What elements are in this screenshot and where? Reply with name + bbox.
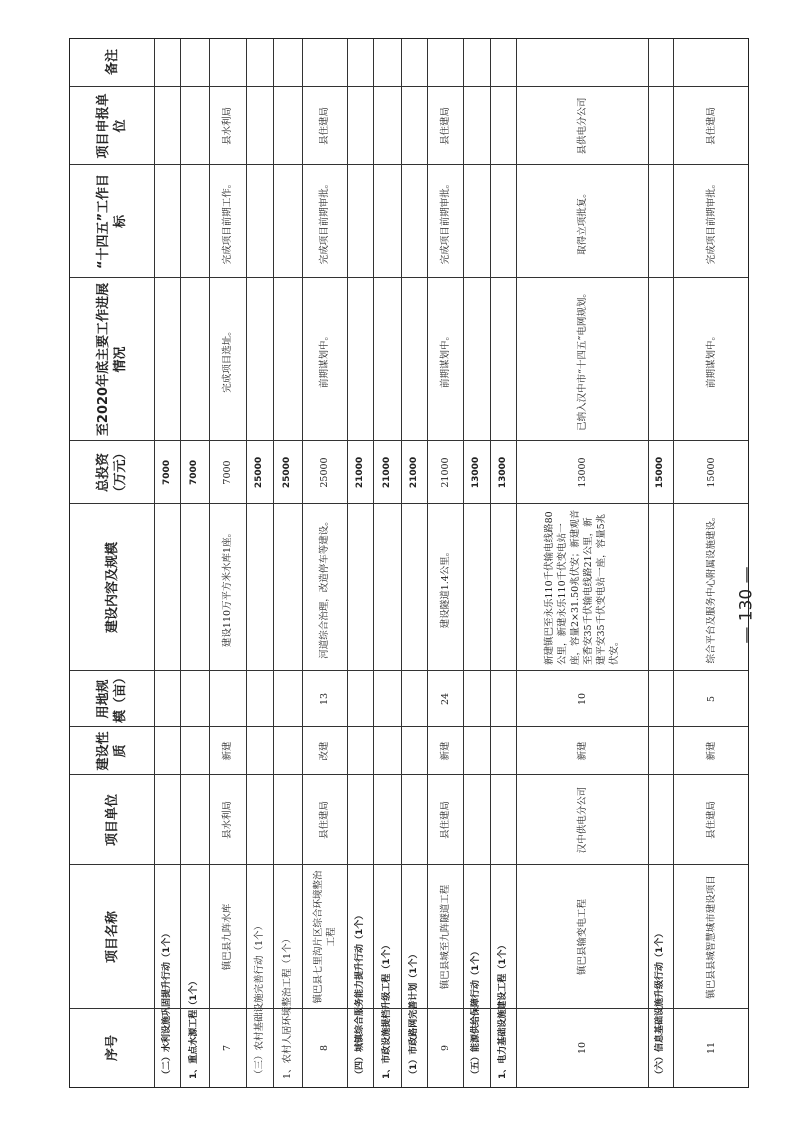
row-target: 完成项目前期审批。 [319, 178, 330, 265]
row-land: 24 [439, 692, 451, 706]
row-target: 完成项目前期审批。 [439, 178, 451, 265]
header-remark: 备注 [104, 49, 120, 76]
row-name: 镇巴县九阵水库 [222, 903, 233, 971]
row-invest: 15000 [706, 457, 717, 488]
header-unit: 项目单位 [104, 794, 120, 847]
row-applicant: 县住建局 [319, 107, 330, 146]
row-invest: 21000 [439, 457, 451, 488]
row-seq: 9 [439, 1044, 451, 1052]
page-number-container [732, 550, 762, 660]
row-nature: 改建 [319, 741, 330, 761]
section-label: （六）信息基础设施升级行动（1个） [655, 928, 665, 1079]
section-label: （五）能源供给保障行动（1个） [471, 946, 481, 1079]
row-progress: 前期谋划中。 [439, 331, 451, 389]
row-name: 镇巴县县城智慧城市建设项目 [706, 875, 717, 999]
row-land: 5 [706, 695, 717, 703]
row-unit: 县住建局 [319, 801, 330, 840]
section-invest: 21000 [354, 456, 365, 489]
header-nature: 建设性质 [96, 731, 128, 771]
row-target: 完成项目前期审批。 [706, 178, 717, 265]
row-nature: 新建 [222, 741, 233, 761]
row-nature: 新建 [706, 741, 717, 761]
row-target: 取得立项批复。 [576, 188, 588, 255]
row-name: 镇巴县输变电工程 [576, 899, 588, 976]
section-invest: 13000 [471, 456, 481, 489]
subsection-invest: 21000 [381, 456, 392, 489]
row-content: 河道综合治理，改造停车等建设。 [319, 516, 330, 659]
header-applicant: 项目申报单位 [96, 93, 128, 159]
row-land [209, 671, 246, 727]
row-applicant: 县水利局 [222, 107, 233, 146]
row-unit: 县水利局 [222, 801, 233, 840]
row-seq: 7 [222, 1044, 233, 1052]
row-applicant: 县住建局 [439, 107, 451, 146]
project-table [69, 38, 749, 1088]
row-progress: 前期谋划中。 [319, 331, 330, 389]
row-land: 10 [576, 692, 588, 706]
row-invest: 7000 [222, 460, 233, 485]
header-target: “十四五”工作目标 [96, 173, 128, 270]
header-progress: 至2020年底主要工作进展情况 [96, 282, 128, 437]
row-applicant: 县供电分公司 [576, 97, 588, 155]
page-number: — 130 — [737, 566, 758, 644]
row-content: 新建镇巴至永乐110千伏输电线路80公里，新建永乐110千伏变电站一座，容量2×31.50兆伏安；新建观音至香安35千伏输电线路21公里，新建平安35千伏变电站一座，容量5兆伏安。 [544, 509, 620, 665]
row-seq: 11 [706, 1041, 717, 1055]
row-target: 完成项目前期工作。 [222, 178, 233, 265]
subsection-label: （1）市政路网完善计划（1个） [408, 949, 419, 1079]
subsection-invest: 25000 [282, 456, 292, 489]
section-label: （二）水利设施巩固提升行动（1个） [161, 928, 172, 1079]
row-nature: 新建 [439, 741, 451, 761]
row-progress: 前期谋划中。 [706, 331, 717, 389]
header-invest: 总投资（万元） [96, 446, 128, 499]
row-unit: 汉中供电分公司 [576, 786, 588, 854]
row-content: 建设隧道1.4公里。 [439, 546, 451, 629]
row-invest: 25000 [319, 457, 330, 488]
rotated-table-wrapper [69, 38, 749, 1088]
subsection-label: 1、农村人居环境整治工程（1个） [282, 933, 293, 1079]
section-label: （四）城镇综合服务能力提升行动（1个） [354, 910, 365, 1079]
subsection-invest: 13000 [497, 456, 508, 489]
subsection-label: 1、市政设施提档升级工程（1个） [381, 940, 392, 1079]
row-applicant: 县住建局 [706, 107, 717, 146]
row-progress: 完成项目选址。 [222, 326, 233, 393]
row-unit: 县住建局 [706, 801, 717, 840]
row-invest: 13000 [576, 457, 588, 488]
section-invest: 7000 [161, 459, 172, 486]
section-label: （三）农村基础设施完善行动（1个） [254, 920, 265, 1079]
row-land: 13 [319, 692, 330, 706]
section-invest: 15000 [655, 456, 665, 489]
subsection-label: 1、重点水源工程（1个） [189, 976, 199, 1079]
header-name: 项目名称 [104, 911, 120, 964]
row-name: 镇巴县七里沟片区综合环境整治工程 [312, 870, 337, 1004]
row-nature: 新建 [576, 741, 588, 761]
header-seq: 序号 [104, 1035, 120, 1062]
row-seq: 10 [576, 1041, 588, 1055]
header-land: 用地规模（亩） [96, 670, 128, 723]
row-content: 综合平台及服务中心附属设施建设。 [706, 511, 717, 664]
subsection-invest: 7000 [189, 459, 199, 486]
subsection-label: 1、电力基础设施建设工程（1个） [497, 940, 508, 1079]
row-name: 镇巴县城至九阵隧道工程 [439, 884, 451, 990]
header-content: 建设内容及规模 [104, 542, 120, 634]
subsection-invest: 21000 [408, 456, 419, 489]
section-invest: 25000 [254, 456, 264, 489]
row-content: 建设110万平方米水库1座。 [222, 527, 233, 648]
row-unit: 县住建局 [439, 801, 451, 840]
row-seq: 8 [319, 1044, 330, 1052]
row-progress: 已纳入汉中市“十四五”电网规划。 [576, 288, 588, 431]
